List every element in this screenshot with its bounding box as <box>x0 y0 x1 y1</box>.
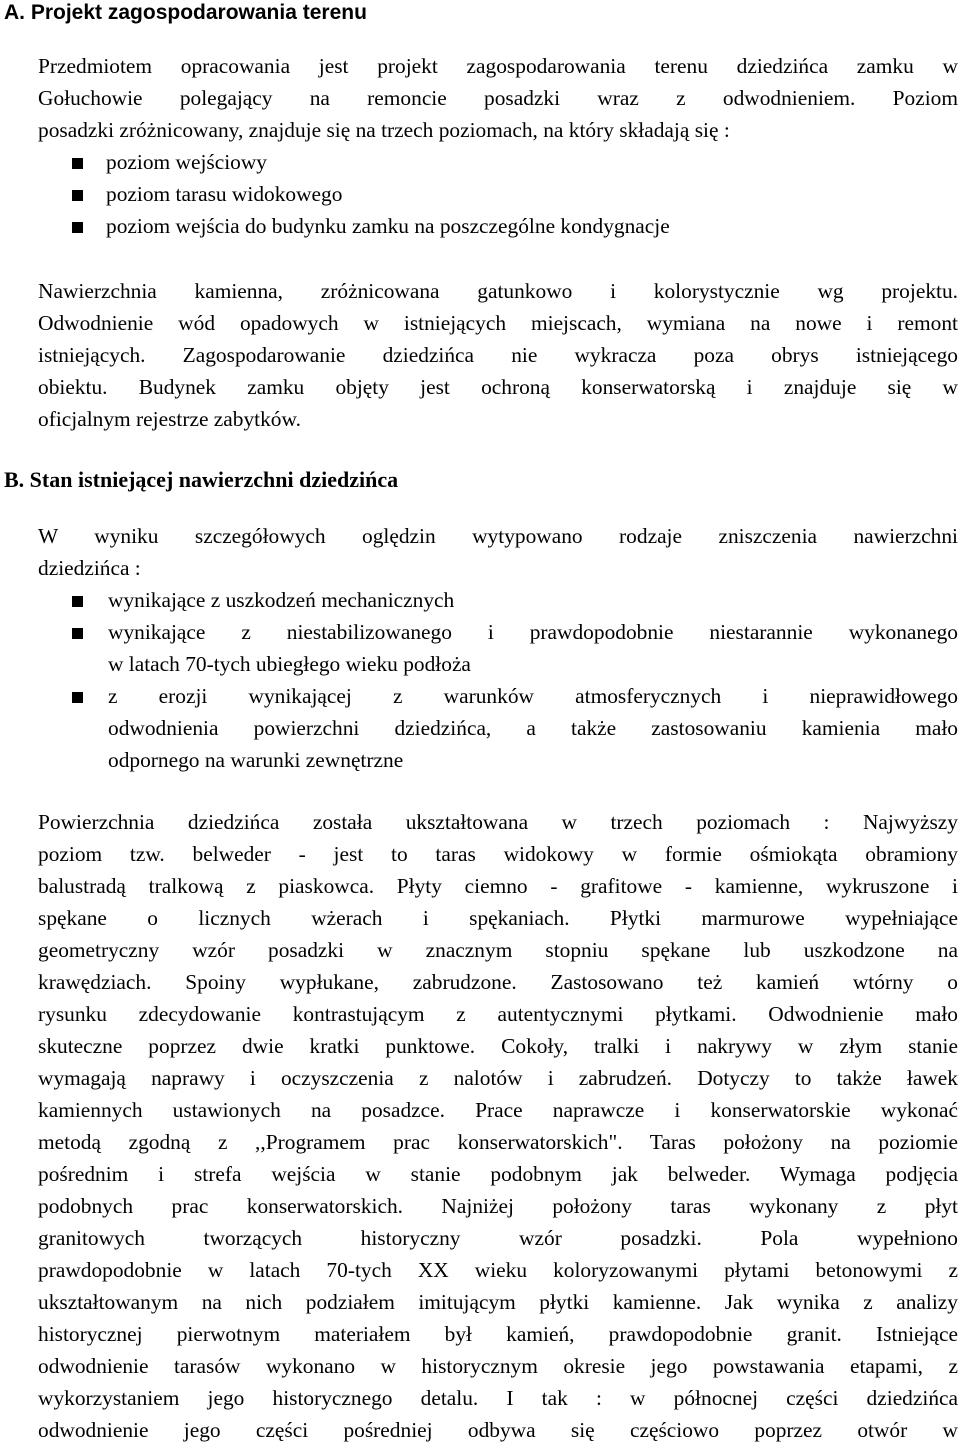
text-line: oficjalnym rejestrze zabytków. <box>38 407 301 431</box>
levels-list <box>38 146 958 242</box>
text-line: wymagają naprawy i oczyszczenia z nalotów i zabrudzeń. Dotyczy to także ławek <box>38 1066 958 1090</box>
text-line: skuteczne poprzez dwie kratki punktowe. Cokoły, tralki i nakrywy w złym stanie <box>38 1034 958 1058</box>
text-line: historycznej pierwotnym materiałem był kamień, prawdopodobnie granit. Istniejące <box>38 1322 958 1346</box>
text-line: podobnych prac konserwatorskich. Najniżej położony taras wykonany z płyt <box>38 1194 958 1218</box>
list-item <box>38 680 958 776</box>
text-line: Gołuchowie polegający na remoncie posadzki wraz z odwodnieniem. Poziom <box>38 86 958 110</box>
bullet-square-icon <box>72 596 83 607</box>
section-a-surface-paragraph <box>38 275 958 435</box>
text-line: dziedzińca : <box>38 556 141 580</box>
text-line: krawędziach. Spoiny wypłukane, zabrudzone. Zastosowano też kamień wtórny o <box>38 970 958 994</box>
list-item-text: poziom wejścia do budynku zamku na poszczególne kondygnacje <box>106 214 670 238</box>
section-b-intro <box>38 520 958 584</box>
text-line: wykorzystaniem jego historycznego detalu. I tak : w północnej części dziedzińca <box>38 1386 958 1410</box>
damage-types-list <box>38 584 958 776</box>
list-item-text: poziom tarasu widokowego <box>106 182 343 206</box>
text-line: kamiennych ustawionych na posadzce. Prace naprawcze i konserwatorskie wykonać <box>38 1098 958 1122</box>
text-line: granitowych tworzących historyczny wzór posadzki. Pola wypełniono <box>38 1226 958 1250</box>
text-line: Nawierzchnia kamienna, zróżnicowana gatunkowo i kolorystycznie wg projektu. <box>38 279 958 303</box>
section-b-description <box>38 806 958 1446</box>
bullet-square-icon <box>72 190 83 201</box>
list-item <box>38 210 958 242</box>
text-line: W wyniku szczegółowych oględzin wytypowano rodzaje zniszczenia nawierzchni <box>38 524 958 548</box>
text-line: odwodnienie tarasów wykonano w historycznym okresie jego powstawania etapami, z <box>38 1354 958 1378</box>
text-line: obiektu. Budynek zamku objęty jest ochroną konserwatorską i znajduje się w <box>38 375 958 399</box>
text-line: Przedmiotem opracowania jest projekt zagospodarowania terenu dziedzińca zamku w <box>38 54 958 78</box>
list-item-text: z erozji wynikającej z warunków atmosferycznych i nieprawidłowego <box>108 684 958 708</box>
section-b-heading: B. Stan istniejącej nawierzchni dziedzińca <box>4 467 399 492</box>
section-a-heading: A. Projekt zagospodarowania terenu <box>4 1 367 24</box>
bullet-square-icon <box>72 692 83 703</box>
text-line: posadzki zróżnicowany, znajduje się na trzech poziomach, na który składają się : <box>38 118 730 142</box>
text-line: prawdopodobnie w latach 70-tych XX wieku koloryzowanymi płytami betonowymi z <box>38 1258 958 1282</box>
list-item <box>38 178 958 210</box>
list-item-text: wynikające z niestabilizowanego i prawdopodobnie niestarannie wykonanego <box>108 620 958 644</box>
list-item <box>38 616 958 680</box>
text-line: ukształtowanym na nich podziałem imitującym płytki kamienne. Jak wynika z analizy <box>38 1290 958 1314</box>
list-item-text: odpornego na warunki zewnętrzne <box>108 748 404 772</box>
text-line: metodą zgodną z ,,Programem prac konserwatorskich". Taras położony na poziomie <box>38 1130 958 1154</box>
text-line: rysunku zdecydowanie kontrastującym z autentycznymi płytkami. Odwodnienie mało <box>38 1002 958 1026</box>
text-line: geometryczny wzór posadzki w znacznym stopniu spękane lub uszkodzone na <box>38 938 958 962</box>
text-line: spękane o licznych wżerach i spękaniach. Płytki marmurowe wypełniające <box>38 906 958 930</box>
list-item-text: wynikające z uszkodzeń mechanicznych <box>108 588 455 612</box>
text-line: pośrednim i strefa wejścia w stanie podobnym jak belweder. Wymaga podjęcia <box>38 1162 958 1186</box>
text-line: odwodnienie jego części pośredniej odbywa się częściowo poprzez otwór w <box>38 1418 958 1442</box>
text-line: poziom tzw. belweder - jest to taras widokowy w formie ośmiokąta obramiony <box>38 842 958 866</box>
text-line: balustradą tralkową z piaskowca. Płyty ciemno - grafitowe - kamienne, wykruszone i <box>38 874 958 898</box>
bullet-square-icon <box>72 222 83 233</box>
list-item <box>38 584 958 616</box>
section-a-intro <box>38 50 958 146</box>
text-line: istniejących. Zagospodarowanie dziedzińca nie wykracza poza obrys istniejącego <box>38 343 958 367</box>
list-item-text: w latach 70-tych ubiegłego wieku podłoża <box>108 652 471 676</box>
bullet-square-icon <box>72 158 83 169</box>
list-item <box>38 146 958 178</box>
list-item-text: poziom wejściowy <box>106 150 267 174</box>
list-item-text: odwodnienia powierzchni dziedzińca, a także zastosowaniu kamienia mało <box>108 716 958 740</box>
text-line: Odwodnienie wód opadowych w istniejących miejscach, wymiana na nowe i remont <box>38 311 958 335</box>
bullet-square-icon <box>72 628 83 639</box>
text-line: Powierzchnia dziedzińca została ukształtowana w trzech poziomach : Najwyższy <box>38 810 958 834</box>
